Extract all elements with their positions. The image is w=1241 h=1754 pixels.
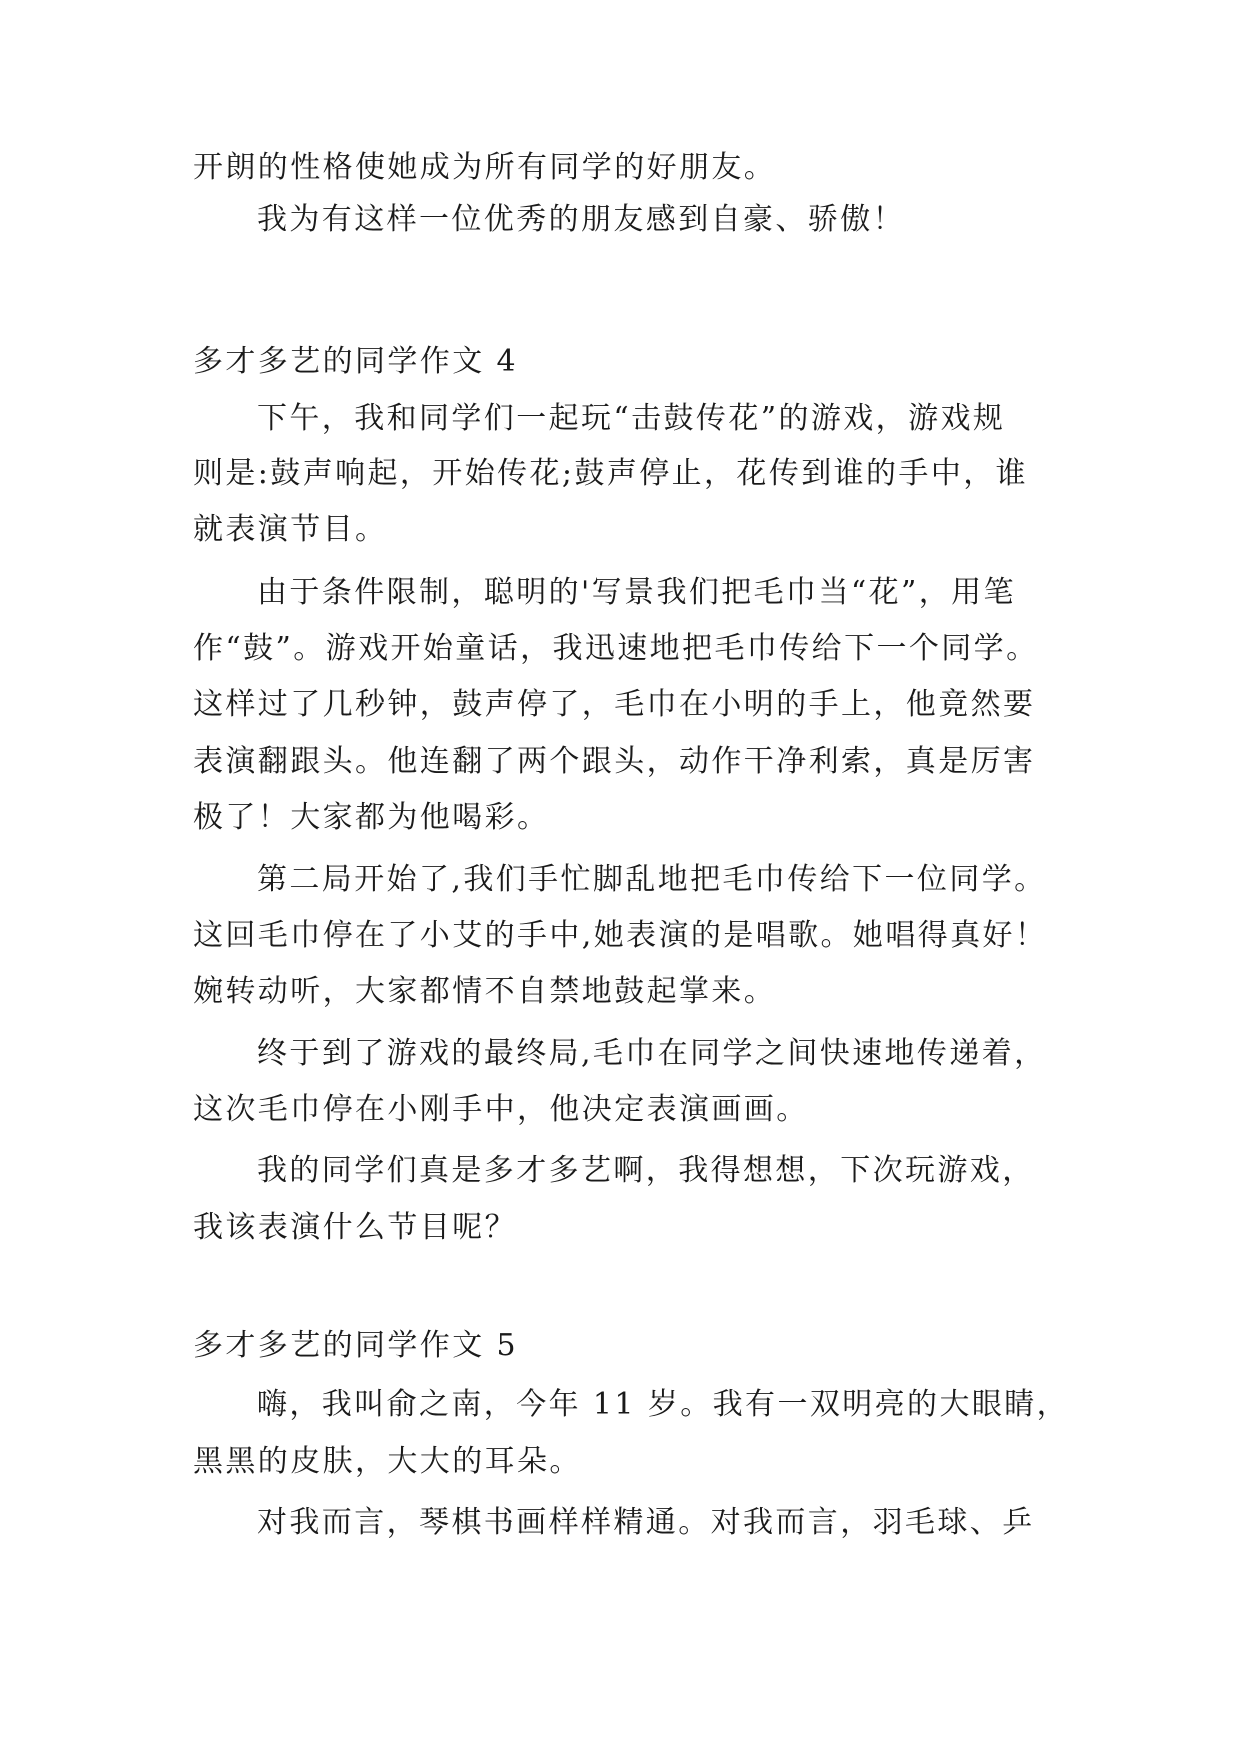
paragraph-line: 我该表演什么节目呢？ [193,1210,517,1245]
paragraph-line: 我的同学们真是多才多艺啊，我得想想，下次玩游戏， [257,1153,1035,1188]
paragraph-line: 第二局开始了,我们手忙脚乱地把毛巾传给下一位同学。 [257,862,1047,897]
paragraph-line: 就表演节目。 [193,512,388,547]
paragraph-line: 嗨，我叫俞之南，今年 11 岁。我有一双明亮的大眼睛， [257,1387,1070,1422]
paragraph-line: 黑黑的皮肤，大大的耳朵。 [193,1444,582,1479]
paragraph-line: 开朗的性格使她成为所有同学的好朋友。 [193,150,777,185]
paragraph-line: 极了！大家都为他喝彩。 [193,800,550,835]
paragraph-line: 婉转动听，大家都情不自禁地鼓起掌来。 [193,974,777,1009]
paragraph-line: 这次毛巾停在小刚手中，他决定表演画画。 [193,1092,809,1127]
paragraph-line: 由于条件限制，聪明的'写景我们把毛巾当“花”，用笔 [257,575,1016,610]
paragraph-line: 对我而言，琴棋书画样样精通。对我而言，羽毛球、乒 [257,1505,1035,1540]
paragraph-line: 下午，我和同学们一起玩“击鼓传花”的游戏，游戏规 [257,401,1006,436]
section-heading: 多才多艺的同学作文 5 [193,1328,519,1363]
paragraph-line: 作“鼓”。游戏开始童话，我迅速地把毛巾传给下一个同学。 [193,631,1039,666]
paragraph-line: 终于到了游戏的最终局,毛巾在同学之间快速地传递着， [257,1036,1047,1071]
paragraph-line: 则是:鼓声响起，开始传花;鼓声停止，花传到谁的手中，谁 [193,456,1029,491]
section-heading: 多才多艺的同学作文 4 [193,344,519,379]
paragraph-line: 这样过了几秒钟，鼓声停了，毛巾在小明的手上，他竟然要 [193,687,1036,722]
paragraph-line: 我为有这样一位优秀的朋友感到自豪、骄傲！ [257,202,905,237]
paragraph-line: 这回毛巾停在了小艾的手中,她表演的是唱歌。她唱得真好！ [193,918,1048,953]
paragraph-line: 表演翻跟头。他连翻了两个跟头，动作干净利索，真是厉害 [193,744,1036,779]
